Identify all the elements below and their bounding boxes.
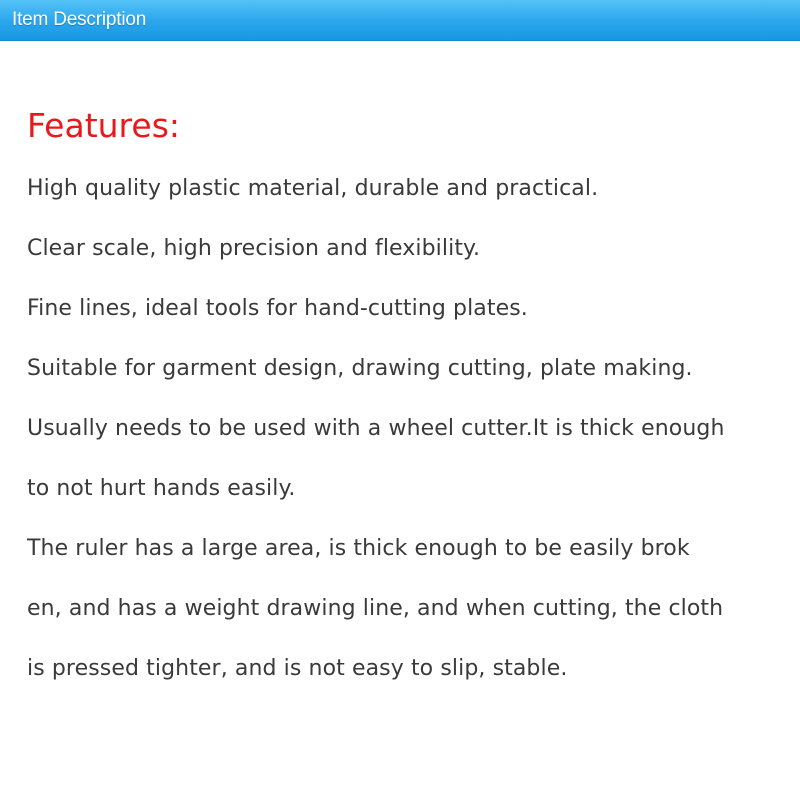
feature-line: en, and has a weight drawing line, and when cutting, the cloth [27,596,724,621]
feature-line: Clear scale, high precision and flexibility. [27,236,481,261]
feature-line: Suitable for garment design, drawing cutting, plate making. [27,356,693,381]
feature-line: to not hurt hands easily. [27,476,296,501]
feature-line: Usually needs to be used with a wheel cutter.It is thick enough [27,416,725,441]
header-bar [0,0,800,41]
feature-line: Fine lines, ideal tools for hand-cutting plates. [27,296,528,321]
feature-line: The ruler has a large area, is thick enough to be easily brok [27,536,690,561]
feature-line: High quality plastic material, durable and practical. [27,176,599,201]
feature-line: is pressed tighter, and is not easy to slip, stable. [27,656,568,681]
features-heading: Features: [27,106,181,145]
header-title: Item Description [12,9,147,30]
